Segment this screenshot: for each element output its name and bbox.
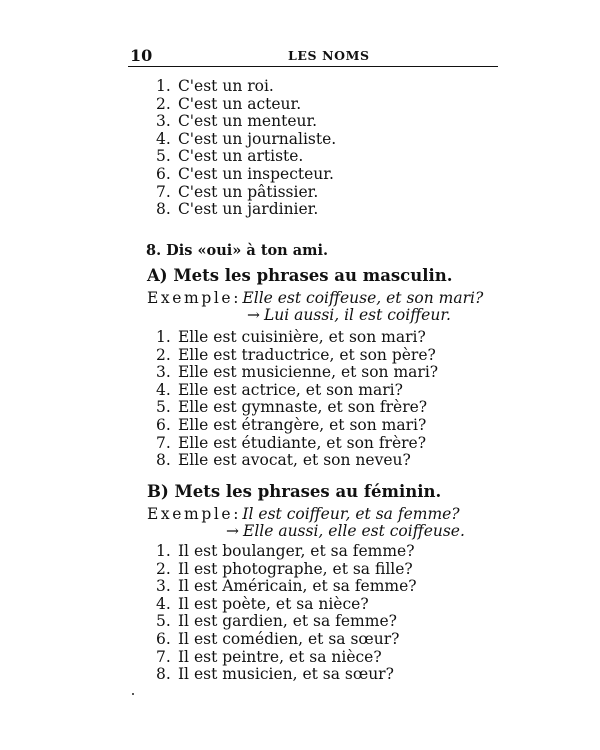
- item-text: Il est boulanger, et sa femme?: [177, 542, 415, 560]
- list-item: [156, 543, 417, 561]
- list-item: [156, 184, 336, 202]
- list-item: [156, 166, 336, 184]
- list-item: [156, 631, 417, 649]
- item-text: C'est un journaliste.: [177, 129, 337, 148]
- list-item: [156, 382, 438, 400]
- item-number: 4.: [156, 380, 171, 399]
- item-number: 6.: [156, 415, 171, 434]
- item-text: C'est un pâtissier.: [177, 182, 319, 201]
- item-number: 6.: [156, 629, 171, 648]
- item-text: Elle est cuisinière, et son mari?: [177, 328, 426, 346]
- list-item: [156, 561, 417, 579]
- item-text: Elle est traductrice, et son père?: [177, 345, 436, 364]
- section-b-example: [147, 505, 460, 523]
- item-text: Elle est avocat, et son neveu?: [177, 451, 411, 470]
- item-text: Il est comédien, et sa sœur?: [177, 629, 400, 648]
- list-item: [156, 666, 417, 684]
- item-number: 7.: [156, 647, 171, 666]
- item-text: Elle est musicienne, et son mari?: [177, 363, 439, 382]
- item-number: 8.: [156, 200, 171, 219]
- list-item: [156, 578, 417, 596]
- item-text: Il est gardien, et sa femme?: [177, 612, 397, 631]
- running-head: LES NOMS: [288, 48, 370, 63]
- example-colon: :: [233, 505, 239, 523]
- section-a-example-answer: [247, 306, 451, 324]
- item-number: 2.: [156, 94, 171, 113]
- item-text: Elle est étudiante, et son frère?: [177, 433, 427, 452]
- list-item: [156, 347, 438, 365]
- list-item: [156, 148, 336, 166]
- item-number: 8.: [156, 451, 171, 470]
- item-number: 1.: [156, 542, 171, 560]
- section-b-example-answer: [226, 522, 465, 540]
- list-item: [156, 452, 438, 470]
- item-text: Il est poète, et sa nièce?: [177, 594, 369, 613]
- list-item: [156, 435, 438, 453]
- item-number: 5.: [156, 612, 171, 631]
- item-text: Elle est actrice, et son mari?: [177, 380, 403, 399]
- example-label: Exemple: [147, 505, 234, 523]
- example-label: Exemple: [147, 289, 234, 307]
- item-number: 5.: [156, 398, 171, 417]
- item-text: Il est photographe, et sa fille?: [177, 559, 413, 578]
- list-item: [156, 613, 417, 631]
- item-number: 2.: [156, 559, 171, 578]
- item-text: C'est un jardinier.: [177, 200, 319, 219]
- section-b-title: B) Mets les phrases au féminin.: [147, 482, 442, 501]
- item-text: C'est un inspecteur.: [177, 164, 334, 183]
- print-speck: [132, 693, 134, 695]
- item-text: Il est musicien, et sa sœur?: [177, 665, 394, 684]
- list-item: [156, 96, 336, 114]
- example-question: Il est coiffeur, et sa femme?: [242, 505, 460, 523]
- item-text: C'est un acteur.: [177, 94, 302, 113]
- arrow-icon: →: [226, 522, 239, 540]
- item-number: 1.: [156, 77, 171, 95]
- section-b-list: [156, 543, 417, 684]
- item-number: 7.: [156, 433, 171, 452]
- list-item: [156, 364, 438, 382]
- item-number: 7.: [156, 182, 171, 201]
- item-number: 1.: [156, 328, 171, 346]
- page-number: 10: [130, 46, 153, 65]
- item-number: 3.: [156, 363, 171, 382]
- arrow-icon: →: [247, 306, 260, 324]
- item-number: 3.: [156, 577, 171, 596]
- section-a-list: [156, 329, 438, 470]
- item-number: 3.: [156, 112, 171, 131]
- list-item: [156, 417, 438, 435]
- example-colon: :: [233, 289, 239, 307]
- example-answer: Lui aussi, il est coiffeur.: [264, 306, 451, 324]
- item-text: Elle est étrangère, et son mari?: [177, 415, 427, 434]
- example-answer: Elle aussi, elle est coiffeuse.: [243, 522, 465, 540]
- list-item: [156, 201, 336, 219]
- intro-sentence-list: [156, 78, 336, 219]
- item-number: 4.: [156, 129, 171, 148]
- item-number: 6.: [156, 164, 171, 183]
- item-number: 4.: [156, 594, 171, 613]
- item-text: Il est Américain, et sa femme?: [177, 577, 417, 596]
- item-text: C'est un roi.: [177, 77, 274, 95]
- item-text: Il est peintre, et sa nièce?: [177, 647, 382, 666]
- list-item: [156, 596, 417, 614]
- list-item: [156, 131, 336, 149]
- list-item: [156, 78, 336, 96]
- list-item: [156, 399, 438, 417]
- item-text: C'est un menteur.: [177, 112, 318, 131]
- exercise-title: 8. Dis «oui» à ton ami.: [146, 242, 329, 259]
- example-question: Elle est coiffeuse, et son mari?: [242, 289, 484, 307]
- list-item: [156, 329, 438, 347]
- item-text: C'est un artiste.: [177, 147, 304, 166]
- item-number: 8.: [156, 665, 171, 684]
- item-text: Elle est gymnaste, et son frère?: [177, 398, 428, 417]
- list-item: [156, 649, 417, 667]
- item-number: 2.: [156, 345, 171, 364]
- section-a-example: [147, 289, 483, 307]
- page-header: [128, 44, 498, 67]
- item-number: 5.: [156, 147, 171, 166]
- list-item: [156, 113, 336, 131]
- section-a-title: A) Mets les phrases au masculin.: [147, 266, 453, 285]
